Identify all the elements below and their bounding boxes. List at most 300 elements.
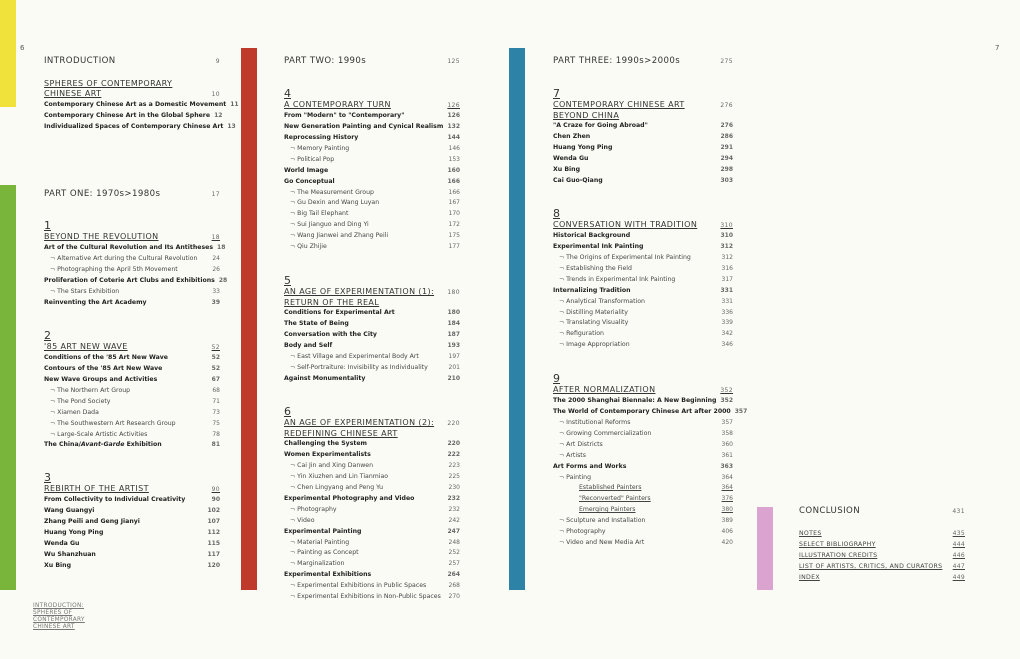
entry-page: 276 — [720, 122, 733, 130]
entry-label: ¬ Yin Xiuzhen and Lin Tianmiao — [290, 472, 388, 483]
entry-label: ¬ The Measurement Group — [290, 188, 374, 199]
entry-page: 193 — [447, 342, 460, 350]
chapter-number: 6 — [284, 405, 291, 418]
entry-page: 317 — [721, 275, 733, 283]
entry-label: ¬ Sculpture and Installation — [559, 516, 645, 527]
chapter-title-line-1: AN AGE OF EXPERIMENTATION (1): — [284, 287, 435, 296]
entry-page: 363 — [720, 462, 733, 470]
chapter-1 — [44, 219, 228, 309]
entry-label: Against Monumentality — [284, 374, 366, 382]
intro-heading[interactable]: INTRODUCTION 9 — [44, 56, 220, 66]
chapter-title-line-2: BEYOND CHINA — [553, 111, 620, 121]
entry-page: 312 — [720, 243, 733, 251]
entry-page: 331 — [720, 286, 733, 294]
entry-page: 420 — [721, 538, 733, 546]
entry-label: The 2000 Shanghai Biennale: A New Beginning — [553, 397, 717, 405]
toc-subentry[interactable] — [284, 198, 460, 209]
toc-subentry[interactable] — [553, 527, 733, 538]
toc-subentry[interactable] — [284, 363, 460, 374]
entry-page: 75 — [212, 419, 220, 427]
entry-label: Zhang Peili and Geng Jianyi — [44, 518, 140, 526]
toc-subentry[interactable] — [44, 419, 220, 430]
chapter-title[interactable] — [284, 100, 460, 111]
chapter-title-line-2: REDEFINING CHINESE ART — [284, 429, 398, 439]
entry-page: 81 — [211, 441, 220, 449]
entry-label: ¬ East Village and Experimental Body Art — [290, 352, 419, 363]
chapter-page: 180 — [447, 289, 460, 296]
entry-label: World Image — [284, 166, 329, 174]
entry-label: ¬ Painting as Concept — [290, 548, 359, 559]
toc-entry[interactable] — [284, 133, 460, 144]
entry-page: 312 — [721, 254, 733, 262]
toc-subentry[interactable] — [553, 538, 733, 549]
toc-entry[interactable] — [44, 561, 220, 572]
entry-label: New Wave Groups and Activities — [44, 376, 158, 384]
toc-subentry[interactable] — [284, 461, 460, 472]
toc-subentry[interactable] — [284, 483, 460, 494]
backmatter-entry[interactable] — [799, 529, 965, 540]
entry-page: 360 — [721, 440, 733, 448]
entry-page: 449 — [952, 573, 965, 581]
toc-entry[interactable] — [44, 539, 220, 550]
toc-subentry[interactable] — [284, 155, 460, 166]
entry-page: 342 — [721, 330, 733, 338]
entry-page: 170 — [448, 210, 460, 218]
entry-label: Wu Shanzhuan — [44, 550, 96, 558]
toc-subentry[interactable] — [284, 548, 460, 559]
entry-page: 361 — [721, 451, 733, 459]
entry-page: 380 — [721, 506, 733, 514]
entry-page: 90 — [211, 496, 220, 504]
entry-label: ¬ Chen Lingyang and Peng Yu — [290, 483, 383, 494]
entry-label: ¬ Photography — [559, 527, 606, 538]
entry-page: 435 — [952, 530, 965, 537]
toc-subsubentry[interactable] — [553, 494, 733, 505]
entry-label: From "Modern" to "Contemporary" — [284, 112, 405, 120]
chapter-page: 18 — [211, 234, 220, 241]
entry-label: Art Forms and Works — [553, 462, 627, 470]
entry-label: New Generation Painting and Cynical Realism — [284, 123, 444, 131]
running-footer: INTRODUCTION: SPHERES OF CONTEMPORARY CHINESE ART — [33, 603, 85, 630]
entry-label: ¬ Political Pop — [290, 155, 334, 166]
entry-page: 336 — [721, 308, 733, 316]
chapter-number: 3 — [44, 471, 51, 484]
toc-entry[interactable] — [44, 495, 220, 506]
toc-entry[interactable] — [284, 122, 460, 133]
toc-subentry[interactable] — [284, 209, 460, 220]
entry-label: ¬ The Southwestern Art Research Group — [50, 419, 176, 430]
entry-label: Body and Self — [284, 342, 333, 350]
entry-page: 242 — [448, 516, 460, 524]
chapter-number: 4 — [284, 87, 291, 100]
part-one-heading[interactable]: PART ONE: 1970s>1980s 17 — [44, 189, 220, 199]
entry-page: 117 — [207, 550, 220, 558]
toc-subentry[interactable] — [553, 329, 733, 340]
entry-label: Experimental Painting — [284, 527, 362, 535]
entry-page: 248 — [448, 538, 460, 546]
entry-label: Experimental Ink Painting — [553, 243, 644, 251]
entry-label: ¬ Painting — [559, 473, 591, 484]
backmatter-entry[interactable] — [799, 562, 965, 573]
entry-label: ¬ Qiu Zhijie — [290, 242, 327, 253]
pink-bar — [757, 507, 773, 590]
toc-subentry[interactable] — [284, 516, 460, 527]
toc-subentry[interactable] — [553, 253, 733, 264]
toc-entry[interactable] — [44, 517, 220, 528]
chapter-page: 126 — [447, 102, 460, 109]
toc-subsubentry[interactable] — [553, 483, 733, 494]
toc-entry[interactable] — [284, 330, 460, 341]
entry-label: "Reconverted" Painters — [579, 495, 651, 503]
entry-label: ¬ Material Painting — [290, 538, 349, 549]
entry-page: 310 — [720, 232, 733, 240]
entry-page: 73 — [212, 408, 220, 416]
toc-entry[interactable] — [553, 121, 733, 132]
chapter-title[interactable] — [44, 484, 220, 495]
chapter-number: 8 — [553, 207, 560, 220]
entry-page: 357 — [721, 419, 733, 427]
toc-entry[interactable] — [553, 154, 733, 165]
toc-subentry[interactable] — [284, 472, 460, 483]
entry-label: ¬ Big Tail Elephant — [290, 209, 348, 220]
entry-label: Chen Zhen — [553, 133, 591, 141]
chapter-title-text: REBIRTH OF THE ARTIST — [44, 484, 149, 493]
chapter-title-continued[interactable] — [553, 111, 733, 121]
toc-entry[interactable] — [284, 111, 460, 122]
toc-subentry[interactable] — [553, 275, 733, 286]
entry-label: Art of the Cultural Revolution and Its Antitheses — [44, 244, 214, 252]
entry-label: ¬ Experimental Exhibitions in Public Spaces — [290, 581, 426, 592]
entry-page: 232 — [447, 494, 460, 502]
entry-label: The World of Contemporary Chinese Art after 2000 — [553, 408, 731, 416]
entry-page: 107 — [207, 518, 220, 526]
chapter-4 — [284, 88, 460, 253]
entry-label: Conversation with the City — [284, 331, 377, 339]
yellow-bar — [0, 0, 16, 107]
entry-page: 153 — [448, 155, 460, 163]
toc-entry[interactable] — [553, 165, 733, 176]
toc-subentry[interactable] — [553, 264, 733, 275]
chapter-8 — [553, 208, 733, 351]
entry-page: 177 — [448, 243, 460, 251]
entry-page: 230 — [448, 484, 460, 492]
entry-label: Proliferation of Coterie Art Clubs and Exhibitions — [44, 276, 215, 284]
entry-label: SELECT BIBLIOGRAPHY — [799, 540, 876, 548]
toc-subentry[interactable] — [284, 144, 460, 155]
entry-label: ¬ Photographing the April 5th Movement — [50, 265, 178, 276]
chapter-title-text: A CONTEMPORARY TURN — [284, 100, 391, 109]
entry-label: Cai Guo-Qiang — [553, 176, 603, 184]
toc-subentry[interactable] — [553, 318, 733, 329]
entry-page: 294 — [720, 155, 733, 163]
entry-page: 172 — [448, 221, 460, 229]
entry-label: Conditions of the '85 Art New Wave — [44, 354, 168, 362]
toc-subentry[interactable] — [284, 220, 460, 231]
toc-subentry[interactable] — [44, 265, 220, 276]
entry-page: 264 — [447, 571, 460, 579]
entry-page: 225 — [448, 473, 460, 481]
chapter-title-line-1: CONTEMPORARY CHINESE ART — [553, 100, 685, 109]
entry-page: 358 — [721, 429, 733, 437]
entry-label: ¬ The Pond Society — [50, 397, 110, 408]
toc-entry[interactable] — [44, 528, 220, 539]
chapter-page: 352 — [720, 387, 733, 394]
entry-page: 201 — [448, 363, 460, 371]
toc-entry[interactable] — [284, 570, 460, 581]
entry-page: 11 — [230, 101, 239, 109]
toc-subentry[interactable] — [284, 581, 460, 592]
entry-label: ¬ Gu Dexin and Wang Luyan — [290, 198, 379, 209]
toc-entry[interactable] — [284, 308, 460, 319]
toc-entry[interactable] — [553, 143, 733, 154]
entry-page: 102 — [207, 507, 220, 515]
entry-page: 167 — [448, 199, 460, 207]
entry-page: 67 — [211, 376, 220, 384]
chapter-3 — [44, 472, 220, 572]
toc-subentry[interactable] — [44, 397, 220, 408]
toc-entry[interactable] — [44, 440, 220, 451]
entry-label: Historical Background — [553, 232, 631, 240]
chapter-6 — [284, 406, 460, 603]
toc-entry[interactable] — [44, 243, 226, 254]
toc-subsubentry[interactable] — [553, 505, 733, 516]
entry-label: ¬ Refiguration — [559, 329, 604, 340]
entry-page: 220 — [447, 440, 460, 448]
entry-page: 364 — [721, 473, 733, 481]
entry-page: 376 — [721, 495, 733, 503]
entry-label: ¬ Artists — [559, 451, 586, 462]
entry-page: 291 — [720, 144, 733, 152]
toc-entry[interactable] — [44, 276, 228, 287]
toc-subentry[interactable] — [284, 231, 460, 242]
toc-entry[interactable] — [284, 319, 460, 330]
entry-page: 389 — [721, 517, 733, 525]
conclusion-heading[interactable]: CONCLUSION 431 — [799, 506, 965, 516]
entry-page: 39 — [211, 298, 220, 306]
toc-subentry[interactable] — [44, 386, 220, 397]
entry-page: 68 — [212, 386, 220, 394]
toc-subentry[interactable] — [284, 538, 460, 549]
entry-label: Go Conceptual — [284, 177, 335, 185]
chapter-title[interactable] — [553, 220, 733, 231]
chapter-title[interactable] — [284, 418, 460, 429]
entry-label: From Collectivity to Individual Creativity — [44, 496, 186, 504]
toc-subentry[interactable] — [284, 592, 460, 603]
backmatter-entry[interactable] — [799, 540, 965, 551]
toc-entry[interactable] — [284, 177, 460, 188]
toc-entry[interactable] — [44, 364, 220, 375]
toc-subentry[interactable] — [44, 408, 220, 419]
part-two-heading[interactable]: PART TWO: 1990s 125 — [284, 56, 460, 66]
red-bar — [241, 48, 257, 590]
entry-label: Xu Bing — [44, 561, 72, 569]
entry-page: 210 — [447, 374, 460, 382]
chapter-title[interactable] — [553, 385, 733, 396]
chapter-title-text: CONVERSATION WITH TRADITION — [553, 220, 698, 229]
chapter-title-continued[interactable] — [284, 429, 460, 439]
entry-page: 223 — [448, 462, 460, 470]
toc-subentry[interactable] — [553, 440, 733, 451]
entry-page: 364 — [721, 484, 733, 492]
entry-label: ¬ Institutional Reforms — [559, 418, 630, 429]
entry-label: ¬ Distilling Materiality — [559, 308, 628, 319]
toc-entry[interactable] — [44, 375, 220, 386]
chapter-title[interactable] — [44, 342, 220, 353]
blue-bar — [509, 48, 525, 590]
toc-entry[interactable] — [284, 527, 460, 538]
toc-entry[interactable] — [284, 494, 460, 505]
toc-subentry[interactable] — [553, 418, 733, 429]
entry-page: 146 — [448, 144, 460, 152]
toc-subentry[interactable] — [284, 242, 460, 253]
toc-subentry[interactable] — [553, 308, 733, 319]
entry-label: LIST OF ARTISTS, CRITICS, AND CURATORS — [799, 562, 943, 570]
chapter-5 — [284, 275, 460, 385]
entry-page: 28 — [218, 276, 228, 284]
toc-entry[interactable] — [44, 298, 220, 309]
toc-subentry[interactable] — [284, 559, 460, 570]
entry-label: Challenging the System — [284, 440, 367, 448]
chapter-title-line-1: AN AGE OF EXPERIMENTATION (2): — [284, 418, 435, 427]
toc-entry[interactable] — [553, 286, 733, 297]
entry-page: 286 — [720, 133, 733, 141]
entry-label: Reprocessing History — [284, 134, 359, 142]
toc-subentry[interactable] — [44, 430, 220, 441]
chapter-9 — [553, 372, 748, 549]
entry-label: ¬ Marginalization — [290, 559, 344, 570]
entry-page: 52 — [211, 354, 220, 362]
entry-page: 26 — [212, 266, 220, 274]
toc-entry[interactable] — [44, 111, 223, 122]
toc-subentry[interactable] — [284, 188, 460, 199]
entry-page: 247 — [447, 527, 460, 535]
chapter-number: 2 — [44, 329, 51, 342]
chapter-page: 276 — [720, 102, 733, 109]
toc-column-4 — [799, 505, 965, 585]
entry-page: 144 — [447, 134, 460, 142]
toc-entry[interactable] — [284, 374, 460, 385]
entry-label: ¬ Photography — [290, 505, 337, 516]
entry-page: 175 — [448, 232, 460, 240]
backmatter-entry[interactable] — [799, 573, 965, 584]
entry-label: ¬ Cai Jin and Xing Danwen — [290, 461, 373, 472]
entry-label: ¬ The Origins of Experimental Ink Painting — [559, 253, 691, 264]
toc-subentry[interactable] — [284, 352, 460, 363]
toc-subentry[interactable] — [553, 516, 733, 527]
toc-entry[interactable] — [44, 550, 220, 561]
entry-page: 257 — [448, 560, 460, 568]
chapter-title-continued[interactable] — [284, 298, 460, 308]
entry-label: ¬ Wang Jianwei and Zhang Peili — [290, 231, 388, 242]
toc-entry[interactable] — [553, 242, 733, 253]
toc-subentry[interactable] — [553, 340, 733, 351]
entry-page: 352 — [720, 397, 733, 405]
toc-entry[interactable] — [284, 341, 460, 352]
entry-page: 184 — [447, 320, 460, 328]
chapter-page: 90 — [211, 486, 220, 493]
toc-column-3 — [553, 55, 748, 555]
toc-subentry[interactable] — [553, 473, 733, 484]
entry-page: 160 — [447, 166, 460, 174]
chapter-page: 52 — [211, 344, 220, 351]
entry-page: 357 — [734, 408, 748, 416]
chapter-title-text: AFTER NORMALIZATION — [553, 385, 656, 394]
entry-page: 252 — [448, 549, 460, 557]
toc-entry[interactable] — [553, 176, 733, 187]
entry-label: ¬ Growing Commercialization — [559, 429, 651, 440]
intro-chapter-title[interactable]: SPHERES OF CONTEMPORARY — [44, 79, 173, 88]
backmatter-entry[interactable] — [799, 551, 965, 562]
entry-page: 346 — [721, 341, 733, 349]
entry-label: ILLUSTRATION CREDITS — [799, 551, 878, 559]
entry-label: ¬ Large-Scale Artistic Activities — [50, 430, 147, 441]
entry-page: 126 — [447, 112, 460, 120]
toc-entry[interactable] — [44, 506, 220, 517]
toc-entry[interactable] — [553, 462, 733, 473]
entry-page: 52 — [211, 365, 220, 373]
chapter-title[interactable] — [553, 100, 733, 111]
toc-subentry[interactable] — [553, 297, 733, 308]
backmatter-list — [799, 529, 965, 584]
entry-label: Xu Bing — [553, 166, 581, 174]
toc-subentry[interactable] — [44, 254, 220, 265]
toc-entry[interactable] — [553, 231, 733, 242]
toc-subentry[interactable] — [553, 429, 733, 440]
entry-label: ¬ Image Appropriation — [559, 340, 630, 351]
toc-entry[interactable] — [44, 100, 239, 111]
toc-column-2 — [284, 55, 460, 605]
entry-label: Wenda Gu — [44, 539, 80, 547]
entry-label: Women Experimentalists — [284, 451, 371, 459]
entry-label: ¬ Experimental Exhibitions in Non-Public Spaces — [290, 592, 441, 603]
toc-entry[interactable] — [44, 353, 220, 364]
entry-label: The State of Being — [284, 320, 349, 328]
toc-entry[interactable] — [553, 407, 748, 418]
entry-label: ¬ Memory Painting — [290, 144, 349, 155]
toc-entry[interactable] — [284, 450, 460, 461]
toc-subentry[interactable] — [284, 505, 460, 516]
chapter-title[interactable] — [44, 232, 220, 243]
toc-subentry[interactable] — [44, 287, 220, 298]
entry-label: Established Painters — [579, 484, 642, 492]
toc-entry[interactable] — [284, 439, 460, 450]
part-three-heading[interactable]: PART THREE: 1990s>2000s 275 — [553, 56, 733, 66]
entry-page: 270 — [448, 593, 460, 601]
entry-page: 303 — [720, 176, 733, 184]
chapter-number: 7 — [553, 87, 560, 100]
entry-label: Huang Yong Ping — [44, 528, 104, 536]
toc-entry[interactable] — [553, 396, 733, 407]
entry-label: Wenda Gu — [553, 155, 589, 163]
chapter-number: 9 — [553, 372, 560, 385]
entry-page: 24 — [212, 255, 220, 263]
toc-entry[interactable] — [44, 122, 236, 133]
chapter-title-text: BEYOND THE REVOLUTION — [44, 232, 159, 241]
entry-page: 12 — [214, 112, 223, 120]
chapter-title[interactable] — [284, 287, 460, 298]
entry-label: The China/Avant-Garde Exhibition — [44, 441, 162, 449]
chapter-page: 220 — [447, 420, 460, 427]
entry-page: 120 — [207, 561, 220, 569]
toc-entry[interactable] — [553, 132, 733, 143]
entry-page: 112 — [207, 528, 220, 536]
entry-page: 197 — [448, 353, 460, 361]
entry-label: Contours of the '85 Art New Wave — [44, 365, 163, 373]
entry-label: Individualized Spaces of Contemporary Chinese Art — [44, 123, 224, 131]
toc-entry[interactable] — [284, 166, 460, 177]
entry-label: ¬ Translating Visuality — [559, 318, 628, 329]
toc-subentry[interactable] — [553, 451, 733, 462]
